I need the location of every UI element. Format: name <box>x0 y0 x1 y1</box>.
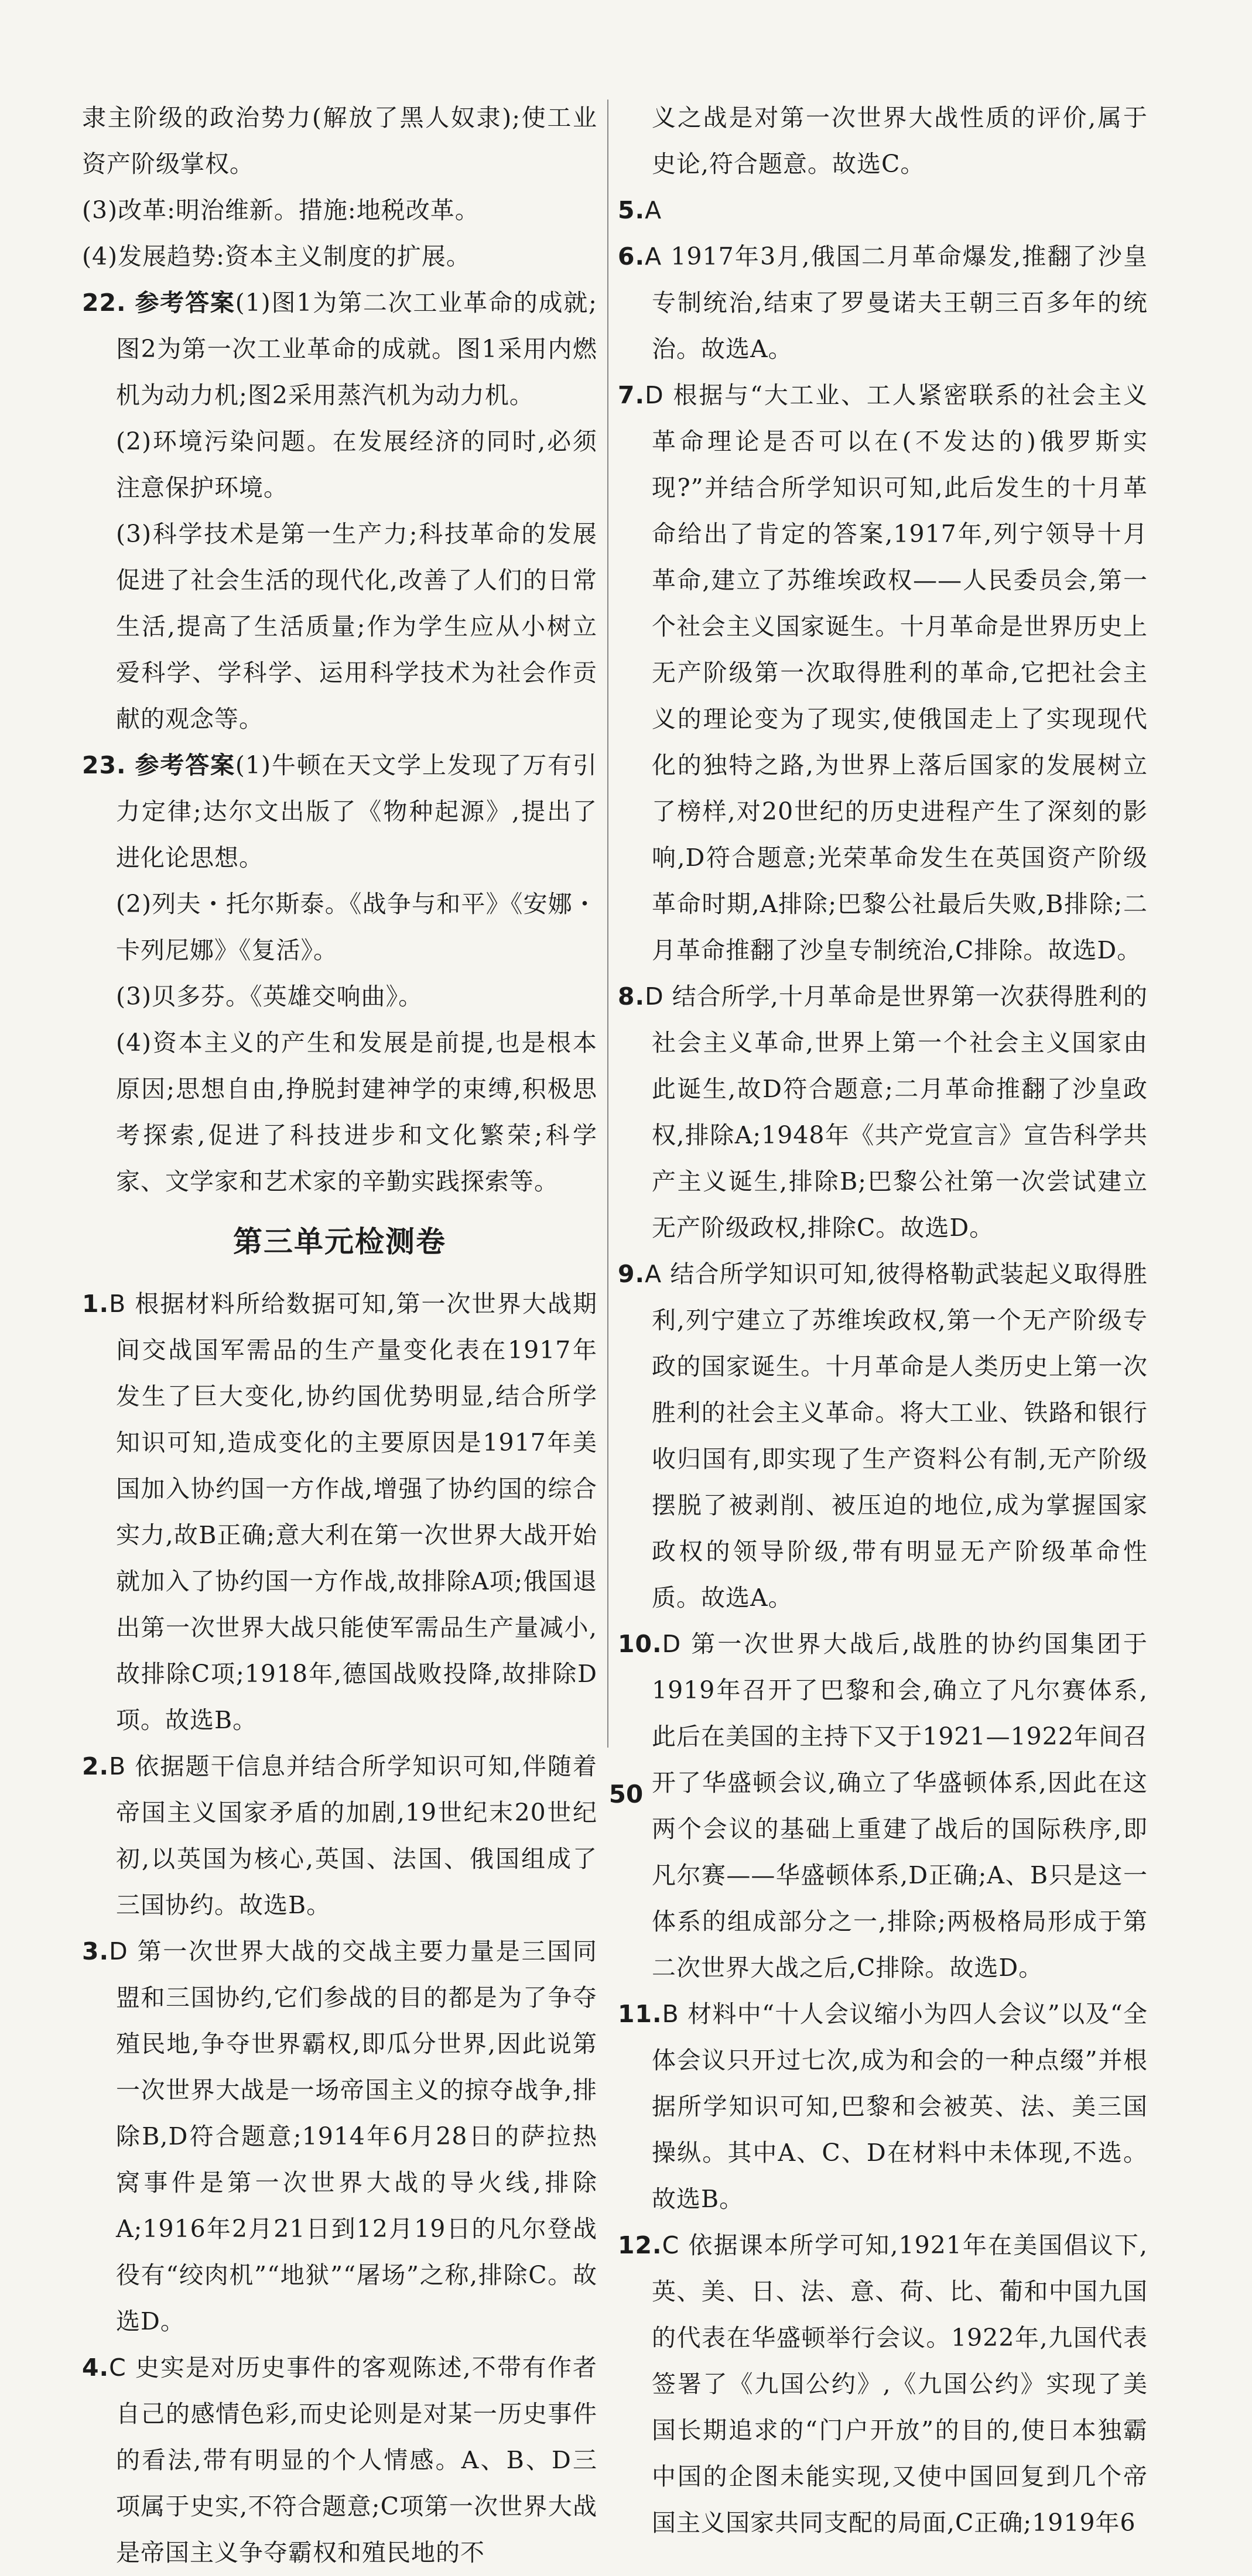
answer-item <box>618 2222 1148 2546</box>
sub-answer: (4)资本主义的产生和发展是前提,也是根本原因;思想自由,挣脱封建神学的束缚,积极思考探索,促进了科技进步和文化繁荣;科学家、文学家和艺术家的辛勤实践探索等。 <box>116 1029 597 1195</box>
left-column <box>82 95 598 2567</box>
item-answer: C <box>662 2231 680 2259</box>
item-number: 6. <box>618 242 645 270</box>
sub-answer: (3)贝多芬。《英雄交响曲》。 <box>116 982 423 1010</box>
item-number: 5. <box>618 196 645 224</box>
question-number: 22. <box>82 289 126 317</box>
item-number: 3. <box>82 1937 110 1965</box>
item-explanation: 结合所学知识可知,彼得格勒武装起义取得胜利,列宁建立了苏维埃政权,第一个无产阶级专政的国家诞生。十月革命是人类历史上第一次胜利的社会主义革命。将大工业、铁路和银行收归国有,即实现了生产资料公有制,无产阶级摆脱了被剥削、被压迫的地位,成为掌握国家政权的领导阶级,带有明显无产阶级革命性质。故选A。 <box>652 1260 1148 1612</box>
item-explanation: 根据材料所给数据可知,第一次世界大战期间交战国军需品的生产量变化表在1917年发生了巨大变化,协约国优势明显,结合所学知识可知,造成变化的主要原因是1917年美国加入协约国一方作战,增强了协约国的综合实力,故B正确;意大利在第一次世界大战开始就加入了协约国一方作战,故排除A项;俄国退出第一次世界大战只能使军需品生产量减小,故排除C项;1918年,德国战败投降,故排除D项。故选B。 <box>116 1290 597 1734</box>
item-explanation: 1917年3月,俄国二月革命爆发,推翻了沙皇专制统治,结束了罗曼诺夫王朝三百多年的统治。故选A。 <box>652 242 1148 363</box>
sub-answer: (3)科学技术是第一生产力;科技革命的发展促进了社会生活的现代化,改善了人们的日常生活,提高了生活质量;作为学生应从小树立爱科学、学科学、运用科学技术为社会作贡献的观念等。 <box>116 520 597 733</box>
answer-item <box>82 1743 597 1928</box>
page-number: 50 <box>608 1780 644 1808</box>
section-title: 第三单元检测卷 <box>233 1225 446 1259</box>
item-answer: A <box>645 196 662 224</box>
item-answer: C <box>109 2354 126 2382</box>
answer-label: 参考答案 <box>135 751 235 779</box>
answer-item <box>618 234 1148 372</box>
question-22 <box>82 280 597 419</box>
column-divider <box>607 100 608 1748</box>
item-explanation: 第一次世界大战后,战胜的协约国集团于1919年召开了巴黎和会,确立了凡尔赛体系,此后在美国的主持下又于1921—1922年间召开了华盛顿会议,确立了华盛顿体系,因此在这两个会议的基础上重建了战后的国际秩序,即凡尔赛——华盛顿体系,D正确;A、B只是这一体系的组成部分之一,排除;两极格局形成于第二次世界大战之后,C排除。故选D。 <box>652 1630 1148 1982</box>
continued-text: 义之战是对第一次世界大战性质的评价,属于史论,符合题意。故选C。 <box>652 104 1148 178</box>
item-answer: D <box>645 982 664 1010</box>
item-explanation: 史实是对历史事件的客观陈述,不带有作者自己的感情色彩,而史论则是对某一历史事件的看法,带有明显的个人情感。A、B、D三项属于史实,不符合题意;C项第一次世界大战是帝国主义争夺霸权和殖民地的不 <box>116 2354 598 2567</box>
item-number: 12. <box>618 2231 662 2259</box>
item-answer: B <box>662 2000 679 2028</box>
item-number: 1. <box>82 1290 110 1318</box>
answer-item <box>618 974 1148 1251</box>
item-explanation: 材料中“十人会议缩小为四人会议”以及“全体会议只开过七次,成为和会的一种点缀”并根据所学知识可知,巴黎和会被英、法、美三国操纵。其中A、C、D在材料中未体现,不选。故选B。 <box>652 2000 1148 2213</box>
item-number: 9. <box>618 1260 645 1288</box>
answer-text: (1)牛顿在天文学上发现了万有引力定律;达尔文出版了《物种起源》,提出了进化论思想。 <box>116 751 597 872</box>
item-explanation: 结合所学,十月革命是世界第一次获得胜利的社会主义革命,世界上第一个社会主义国家由此诞生,故D符合题意;二月革命推翻了沙皇政权,排除A;1948年《共产党宣言》宣告科学共产主义诞生,排除B;巴黎公社第一次尝试建立无产阶级政权,排除C。故选D。 <box>652 982 1148 1242</box>
answer-item <box>618 1991 1148 2222</box>
answer-label: 参考答案 <box>135 289 235 317</box>
item-answer: D <box>109 1937 128 1965</box>
item-explanation: 第一次世界大战的交战主要力量是三国同盟和三国协约,它们参战的目的都是为了争夺殖民地,争夺世界霸权,即瓜分世界,因此说第一次世界大战是一场帝国主义的掠夺战争,排除B,D符合题意;1914年6月28日的萨拉热窝事件是第一次世界大战的导火线,排除A;1916年2月21日到12月19日的凡尔登战役有“绞肉机”“地狱”“屠场”之称,排除C。故选D。 <box>116 1937 597 2335</box>
item-explanation: 依据题干信息并结合所学知识可知,伴随着帝国主义国家矛盾的加剧,19世纪末20世纪初,以英国为核心,英国、法国、俄国组成了三国协约。故选B。 <box>116 1752 597 1919</box>
item-explanation: 依据课本所学可知,1921年在美国倡议下,英、美、日、法、意、荷、比、葡和中国九国的代表在华盛顿举行会议。1922年,九国代表签署了《九国公约》,《九国公约》实现了美国长期追求的“门户开放”的目的,使日本独霸中国的企图未能实现,又使中国回复到几个帝国主义国家共同支配的局面,C正确;1919年6 <box>652 2231 1148 2537</box>
answer-item <box>82 1281 597 1743</box>
continued-text: 隶主阶级的政治势力(解放了黑人奴隶);使工业资产阶级掌权。 <box>82 104 597 178</box>
item-answer: B <box>109 1290 126 1318</box>
continued-text: (4)发展趋势:资本主义制度的扩展。 <box>82 242 471 270</box>
sub-answer: (2)环境污染问题。在发展经济的同时,必须注意保护环境。 <box>116 427 597 502</box>
item-number: 11. <box>618 2000 662 2028</box>
item-answer: D <box>645 381 664 409</box>
item-number: 4. <box>82 2354 110 2382</box>
question-23 <box>82 742 597 881</box>
sub-answer: (2)列夫・托尔斯泰。《战争与和平》《安娜・卡列尼娜》《复活》。 <box>116 890 597 964</box>
answer-item <box>82 2345 597 2576</box>
answer-item <box>618 1251 1148 1621</box>
question-number: 23. <box>82 751 126 779</box>
answer-item <box>618 187 1148 234</box>
answer-text: (1)图1为第二次工业革命的成就;图2为第一次工业革命的成就。图1采用内燃机为动力机;图2采用蒸汽机为动力机。 <box>116 289 597 409</box>
answer-item <box>82 1928 597 2345</box>
item-number: 8. <box>618 982 645 1010</box>
item-answer: D <box>662 1630 682 1658</box>
item-answer: B <box>109 1752 126 1780</box>
item-answer: A <box>645 1260 662 1288</box>
right-column <box>618 95 1148 2537</box>
continued-text: (3)改革:明治维新。措施:地税改革。 <box>82 196 480 224</box>
item-explanation: 根据与“大工业、工人紧密联系的社会主义革命理论是否可以在(不发达的)俄罗斯实现?”并结合所学知识可知,此后发生的十月革命给出了肯定的答案,1917年,列宁领导十月革命,建立了苏维埃政权——人民委员会,第一个社会主义国家诞生。十月革命是世界历史上无产阶级第一次取得胜利的革命,它把社会主义的理论变为了现实,使俄国走上了实现现代化的独特之路,为世界上落后国家的发展树立了榜样,对20世纪的历史进程产生了深刻的影响,D符合题意;光荣革命发生在英国资产阶级革命时期,A排除;巴黎公社最后失败,B排除;二月革命推翻了沙皇专制统治,C排除。故选D。 <box>652 381 1148 964</box>
item-number: 7. <box>618 381 645 409</box>
item-number: 2. <box>82 1752 110 1780</box>
item-answer: A <box>645 242 662 270</box>
item-number: 10. <box>618 1630 662 1658</box>
answer-item <box>618 372 1148 974</box>
